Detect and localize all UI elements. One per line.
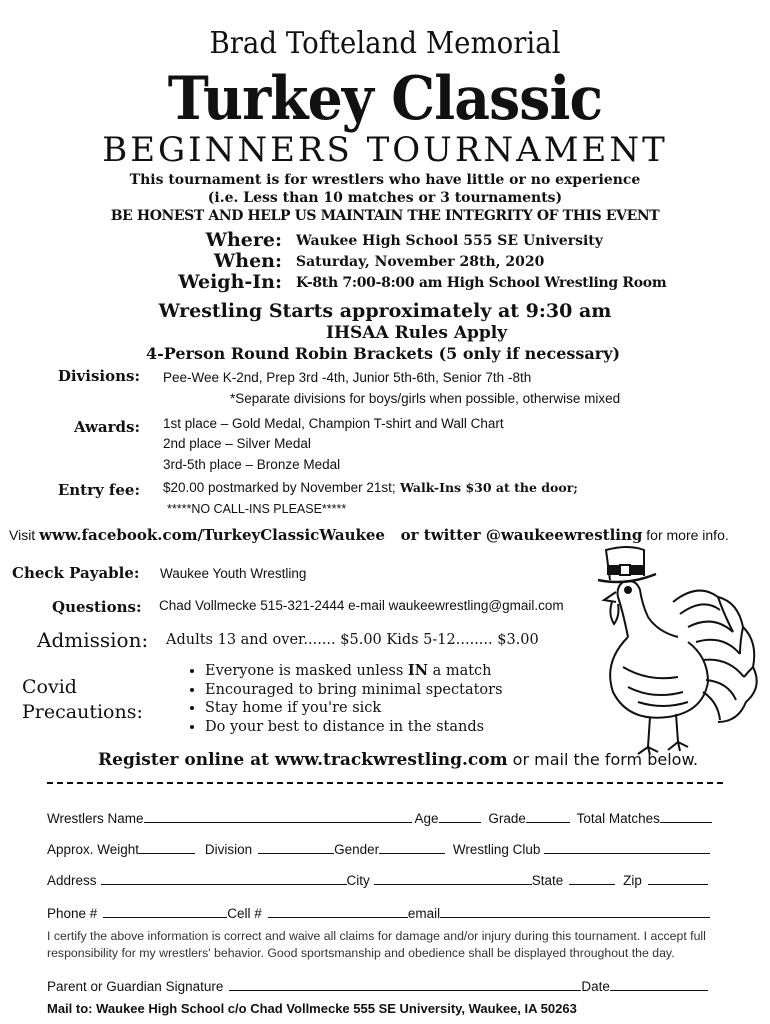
visit-text: Visit xyxy=(9,527,40,543)
form-row-weight xyxy=(47,839,710,857)
intro-line-3: BE HONEST AND HELP US MAINTAIN THE INTEGRITY OF THIS EVENT xyxy=(110,208,660,224)
state-label: State xyxy=(531,873,564,888)
wrestling-club-field[interactable] xyxy=(544,839,710,854)
turkey-body-icon xyxy=(610,637,708,718)
phone-field[interactable] xyxy=(103,903,227,918)
where-label: Where: xyxy=(205,229,282,251)
covid-item-distance: • Do your best to distance in the stands xyxy=(205,718,503,737)
twitter-handle[interactable]: or twitter @waukeewrestling xyxy=(384,526,643,544)
total-matches-field[interactable] xyxy=(660,808,712,823)
total-matches-label: Total Matches xyxy=(576,811,660,826)
where-value: Waukee High School 555 SE University xyxy=(296,233,603,249)
weighin-value: K-8th 7:00-8:00 am High School Wrestling Room xyxy=(296,275,667,291)
wrestlers-name-label: Wrestlers Name xyxy=(47,811,144,826)
covid-item-sick: • Stay home if you're sick xyxy=(205,699,503,718)
register-online[interactable]: Register online at www.trackwrestling.com xyxy=(98,750,508,770)
turkey-head-icon xyxy=(604,581,678,637)
admission-label: Admission: xyxy=(37,628,149,652)
turkey-illustration xyxy=(568,542,768,757)
no-callins: *****NO CALL-INS PLEASE***** xyxy=(167,502,347,516)
covid-item-spectators: • Encouraged to bring minimal spectators xyxy=(205,681,503,700)
round-robin: 4-Person Round Robin Brackets (5 only if necessary) xyxy=(146,344,621,363)
age-label: Age xyxy=(414,811,439,826)
page-subtitle: BEGINNERS TOURNAMENT xyxy=(102,130,668,170)
age-field[interactable] xyxy=(439,808,481,823)
weighin-label: Weigh-In: xyxy=(178,271,282,293)
covid-label-line2: Precautions: xyxy=(22,701,143,723)
covid-label xyxy=(22,675,143,725)
questions-label: Questions: xyxy=(52,598,142,616)
cell-label: Cell # xyxy=(227,906,262,921)
state-field[interactable] xyxy=(569,870,615,885)
email-label: email xyxy=(407,906,441,921)
email-field[interactable] xyxy=(440,903,710,918)
covid-item-masks: • Everyone is masked unless IN a match xyxy=(205,662,503,681)
award-third: 3rd-5th place – Bronze Medal xyxy=(163,457,341,472)
register-line xyxy=(98,750,698,770)
grade-field[interactable] xyxy=(526,808,570,823)
divisions-value: Pee-Wee K-2nd, Prep 3rd -4th, Junior 5th-6th, Senior 7th -8th xyxy=(163,370,532,385)
award-first: 1st place – Gold Medal, Champion T-shirt and Wall Chart xyxy=(163,416,504,431)
covid-label-line1: Covid xyxy=(22,676,77,698)
divisions-note: *Separate divisions for boys/girls when possible, otherwise mixed xyxy=(230,391,621,406)
award-second: 2nd place – Silver Medal xyxy=(163,436,311,451)
phone-label: Phone # xyxy=(47,906,98,921)
when-label: When: xyxy=(213,250,282,272)
form-row-address xyxy=(47,870,708,888)
start-time: Wrestling Starts approximately at 9:30 am xyxy=(158,300,612,322)
approx-weight-label: Approx. Weight xyxy=(47,842,140,857)
parent-signature-field[interactable] xyxy=(229,976,581,991)
page-title: Turkey Classic xyxy=(167,64,603,134)
when-value: Saturday, November 28th, 2020 xyxy=(296,254,545,270)
entry-fee-postmarked: $20.00 postmarked by November 21st; xyxy=(163,480,396,495)
mail-to: Mail to: Waukee High School c/o Chad Vollmecke 555 SE University, Waukee, IA 50263 xyxy=(47,1001,577,1016)
form-row-phone xyxy=(47,903,710,921)
approx-weight-field[interactable] xyxy=(139,839,195,854)
city-label: City xyxy=(346,873,370,888)
divisions-label: Divisions: xyxy=(57,367,140,385)
date-label: Date xyxy=(581,979,610,994)
date-field[interactable] xyxy=(610,976,708,991)
zip-field[interactable] xyxy=(648,870,708,885)
admission-value: Adults 13 and over....... $5.00 Kids 5-12........ $3.00 xyxy=(166,632,539,648)
division-label: Division xyxy=(204,842,253,857)
cut-line xyxy=(47,782,723,784)
check-payable-label: Check Payable: xyxy=(12,564,140,582)
more-info-text: for more info. xyxy=(642,527,729,543)
entry-fee-value xyxy=(163,480,578,496)
ihsaa-rules: IHSAA Rules Apply xyxy=(326,323,508,343)
turkey-legs-icon xyxy=(638,714,688,755)
questions-value: Chad Vollmecke 515-321-2444 e-mail waukeewrestling@gmail.com xyxy=(159,598,564,613)
intro-line-1: This tournament is for wrestlers who have little or no experience xyxy=(129,172,641,188)
address-field[interactable] xyxy=(101,870,347,885)
city-field[interactable] xyxy=(374,870,532,885)
entry-fee-label: Entry fee: xyxy=(57,481,140,499)
form-row-signature xyxy=(47,976,708,994)
grade-label: Grade xyxy=(488,811,526,826)
gender-label: Gender xyxy=(334,842,380,857)
zip-label: Zip xyxy=(623,873,642,888)
address-label: Address xyxy=(47,873,97,888)
wrestlers-name-field[interactable] xyxy=(144,808,412,823)
gender-field[interactable] xyxy=(379,839,445,854)
facebook-link[interactable]: www.facebook.com/TurkeyClassicWaukee xyxy=(39,526,385,544)
memorial-line: Brad Tofteland Memorial xyxy=(209,26,561,61)
register-mail: or mail the form below. xyxy=(507,750,699,769)
cell-field[interactable] xyxy=(268,903,408,918)
awards-label: Awards: xyxy=(73,418,140,436)
wrestling-club-label: Wrestling Club xyxy=(452,842,541,857)
entry-fee-walkins: Walk-Ins $30 at the door; xyxy=(395,480,578,495)
intro-line-2: (i.e. Less than 10 matches or 3 tournaments) xyxy=(207,190,563,206)
certify-statement: I certify the above information is correct and waive all claims for damage and/or injury during this tournament. I accept full responsibility for my wrestlers' behavior. Good sportsmanship and obedience shall be displayed throughout the day. xyxy=(47,929,706,960)
division-field[interactable] xyxy=(258,839,334,854)
form-row-name xyxy=(47,808,712,826)
pilgrim-hat-icon xyxy=(598,547,656,582)
check-payable-value: Waukee Youth Wrestling xyxy=(160,566,307,581)
covid-list xyxy=(187,662,503,736)
parent-signature-label: Parent or Guardian Signature xyxy=(47,979,224,994)
